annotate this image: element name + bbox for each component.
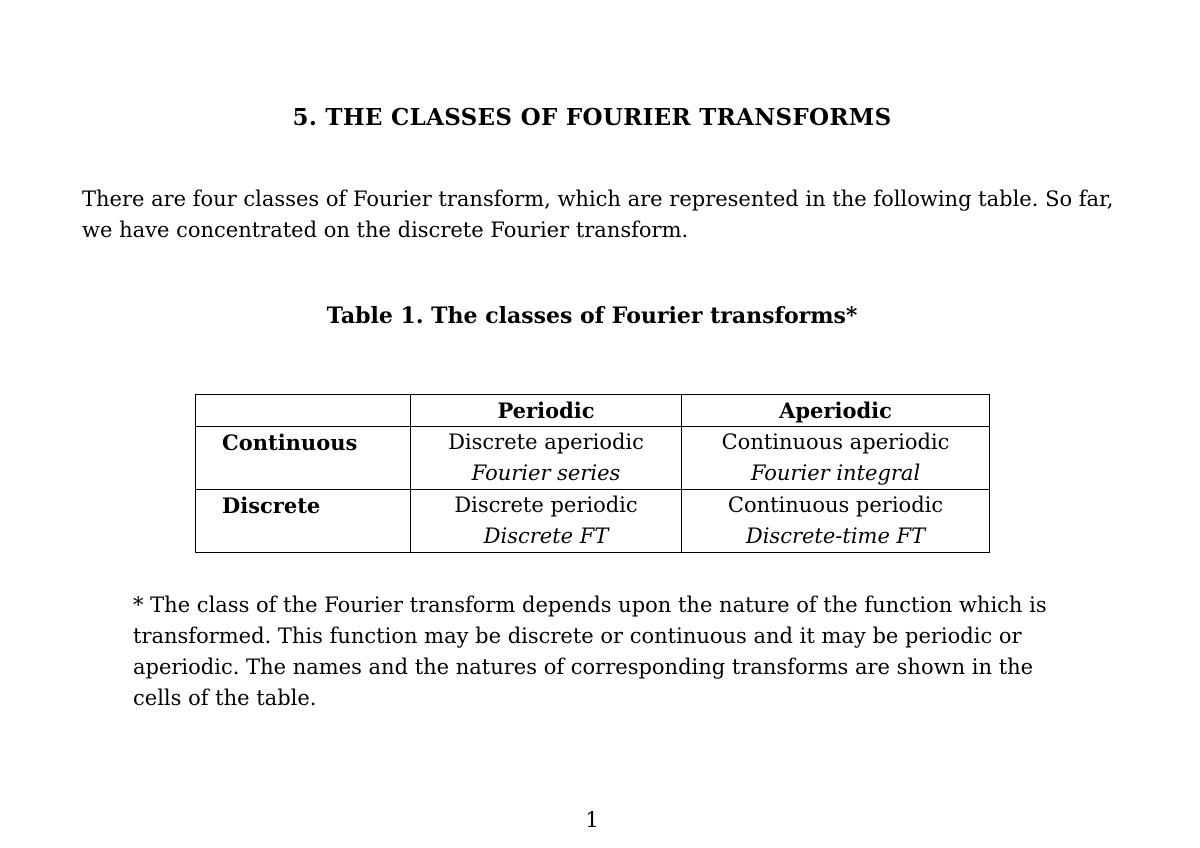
table-row-discrete [196,490,990,522]
cell-discrete-aperiodic-nature: Continuous periodic [682,490,990,522]
cell-continuous-aperiodic-nature: Continuous aperiodic [682,427,990,459]
table-row-continuous [196,427,990,459]
cell-continuous-periodic-name: Fourier series [411,458,682,490]
cell-discrete-aperiodic-name: Discrete-time FT [682,521,990,553]
row-header-continuous-blank [196,458,411,490]
table-row-continuous-names [196,458,990,490]
cell-discrete-periodic-nature: Discrete periodic [411,490,682,522]
page-number: 1 [585,808,599,832]
table-header-row [196,395,990,427]
table-row-discrete-names [196,521,990,553]
cell-discrete-periodic-name: Discrete FT [411,521,682,553]
column-header-aperiodic: Aperiodic [682,395,990,427]
fourier-classes-table [195,394,990,553]
table-footnote: * The class of the Fourier transform depends upon the nature of the function which is transformed. This function may be discrete or continuous and it may be periodic or aperiodic. The names and the natures of corresponding transforms are shown in the cells of the table. [133,593,1047,710]
column-header-periodic: Periodic [411,395,682,427]
section-title: 5. THE CLASSES OF FOURIER TRANSFORMS [292,104,892,131]
table-corner-cell [196,395,411,427]
cell-continuous-periodic-nature: Discrete aperiodic [411,427,682,459]
row-header-discrete: Discrete [196,490,411,522]
intro-paragraph: There are four classes of Fourier transform, which are represented in the following table. So far, we have concentrated on the discrete Fourier transform. [82,187,1114,242]
row-header-continuous: Continuous [196,427,411,459]
cell-continuous-aperiodic-name: Fourier integral [682,458,990,490]
row-header-discrete-blank [196,521,411,553]
table-caption: Table 1. The classes of Fourier transforms* [326,303,858,329]
